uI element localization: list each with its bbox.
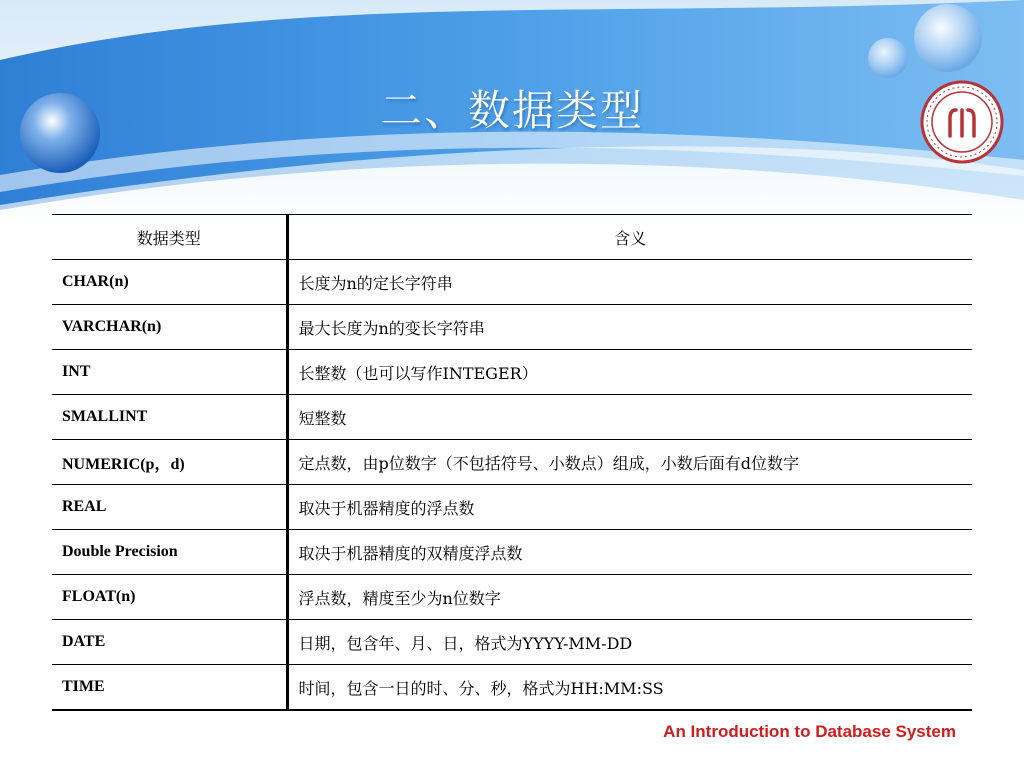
table-row bbox=[52, 665, 972, 711]
table-row bbox=[52, 305, 972, 350]
table-header-row bbox=[52, 215, 972, 260]
decor-sphere-small bbox=[868, 38, 908, 78]
type-cell: TIME bbox=[52, 665, 287, 711]
type-cell: Double Precision bbox=[52, 530, 287, 575]
meaning-cell: 浮点数，精度至少为n位数字 bbox=[287, 575, 972, 620]
decor-sphere-top-right bbox=[914, 4, 982, 72]
table-row bbox=[52, 485, 972, 530]
table-row bbox=[52, 530, 972, 575]
meaning-cell: 时间，包含一日的时、分、秒，格式为HH:MM:SS bbox=[287, 665, 972, 711]
table-row bbox=[52, 620, 972, 665]
slide-title: 二、数据类型 bbox=[379, 86, 644, 135]
table-row bbox=[52, 395, 972, 440]
meaning-cell: 取决于机器精度的双精度浮点数 bbox=[287, 530, 972, 575]
footer-course-title: An Introduction to Database System bbox=[663, 722, 956, 741]
university-seal-icon bbox=[920, 80, 1004, 164]
type-cell: INT bbox=[52, 350, 287, 395]
type-cell: DATE bbox=[52, 620, 287, 665]
header-meaning: 含义 bbox=[287, 215, 972, 260]
type-cell: FLOAT(n) bbox=[52, 575, 287, 620]
meaning-cell: 长整数（也可以写作INTEGER） bbox=[287, 350, 972, 395]
meaning-cell: 短整数 bbox=[287, 395, 972, 440]
type-cell: NUMERIC(p，d) bbox=[52, 440, 287, 485]
table-row bbox=[52, 260, 972, 305]
table-row bbox=[52, 440, 972, 485]
type-cell: SMALLINT bbox=[52, 395, 287, 440]
type-cell: VARCHAR(n) bbox=[52, 305, 287, 350]
meaning-cell: 最大长度为n的变长字符串 bbox=[287, 305, 972, 350]
type-cell: CHAR(n) bbox=[52, 260, 287, 305]
data-types-table bbox=[52, 214, 972, 711]
table-row bbox=[52, 350, 972, 395]
header-type: 数据类型 bbox=[52, 215, 287, 260]
meaning-cell: 长度为n的定长字符串 bbox=[287, 260, 972, 305]
meaning-cell: 取决于机器精度的浮点数 bbox=[287, 485, 972, 530]
meaning-cell: 定点数，由p位数字（不包括符号、小数点）组成，小数后面有d位数字 bbox=[287, 440, 972, 485]
meaning-cell: 日期，包含年、月、日，格式为YYYY-MM-DD bbox=[287, 620, 972, 665]
table-row bbox=[52, 575, 972, 620]
type-cell: REAL bbox=[52, 485, 287, 530]
